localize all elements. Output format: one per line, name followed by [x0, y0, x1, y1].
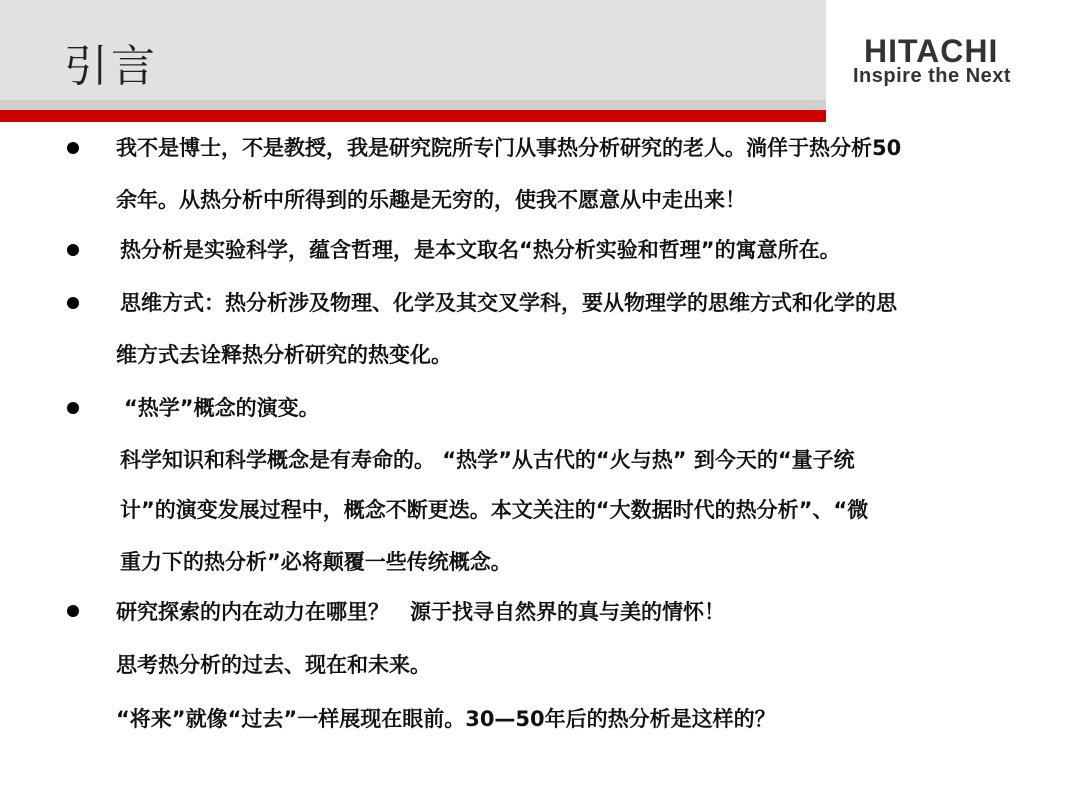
body-line: 科学知识和科学概念是有寿命的。 “热学”从古代的“火与热” 到今天的“量子统	[120, 448, 855, 472]
body-line: 重力下的热分析”必将颠覆一些传统概念。	[120, 550, 512, 574]
red-rule-divider	[0, 110, 826, 122]
slide-body	[0, 122, 1080, 810]
hitachi-logo-tagline: Inspire the Next	[853, 65, 1012, 87]
body-line: 维方式去诠释热分析研究的热变化。	[116, 343, 452, 367]
body-line: 热分析是实验科学，蕴含哲理，是本文取名“热分析实验和哲理”的寓意所在。	[120, 238, 841, 262]
body-line: 研究探索的内在动力在哪里？ 源于找寻自然界的真与美的情怀！	[116, 600, 725, 624]
body-line: “热学”概念的演变。	[124, 396, 320, 420]
body-line: 计”的演变发展过程中，概念不断更迭。本文关注的“大数据时代的热分析”、“微	[120, 498, 869, 522]
body-line: 余年。从热分析中所得到的乐趣是无穷的，使我不愿意从中走出来！	[116, 188, 746, 212]
page-title: 引言	[64, 41, 158, 92]
body-line: “将来”就像“过去”一样展现在眼前。30—50年后的热分析是这样的？	[116, 707, 776, 731]
bullet-icon	[67, 605, 79, 617]
body-line: 思维方式：热分析涉及物理、化学及其交叉学科，要从物理学的思维方式和化学的思	[120, 291, 897, 315]
bullet-icon	[67, 244, 79, 256]
hitachi-logo-wordmark: HITACHI	[864, 33, 999, 69]
title-band-shadow	[0, 100, 826, 110]
bullet-icon	[67, 142, 79, 154]
body-line: 思考热分析的过去、现在和未来。	[116, 653, 431, 677]
body-line: 我不是博士，不是教授，我是研究院所专门从事热分析研究的老人。淌佯于热分析50	[116, 136, 902, 160]
slide-header	[0, 0, 1080, 122]
bullet-icon	[67, 402, 79, 414]
bullet-icon	[67, 297, 79, 309]
